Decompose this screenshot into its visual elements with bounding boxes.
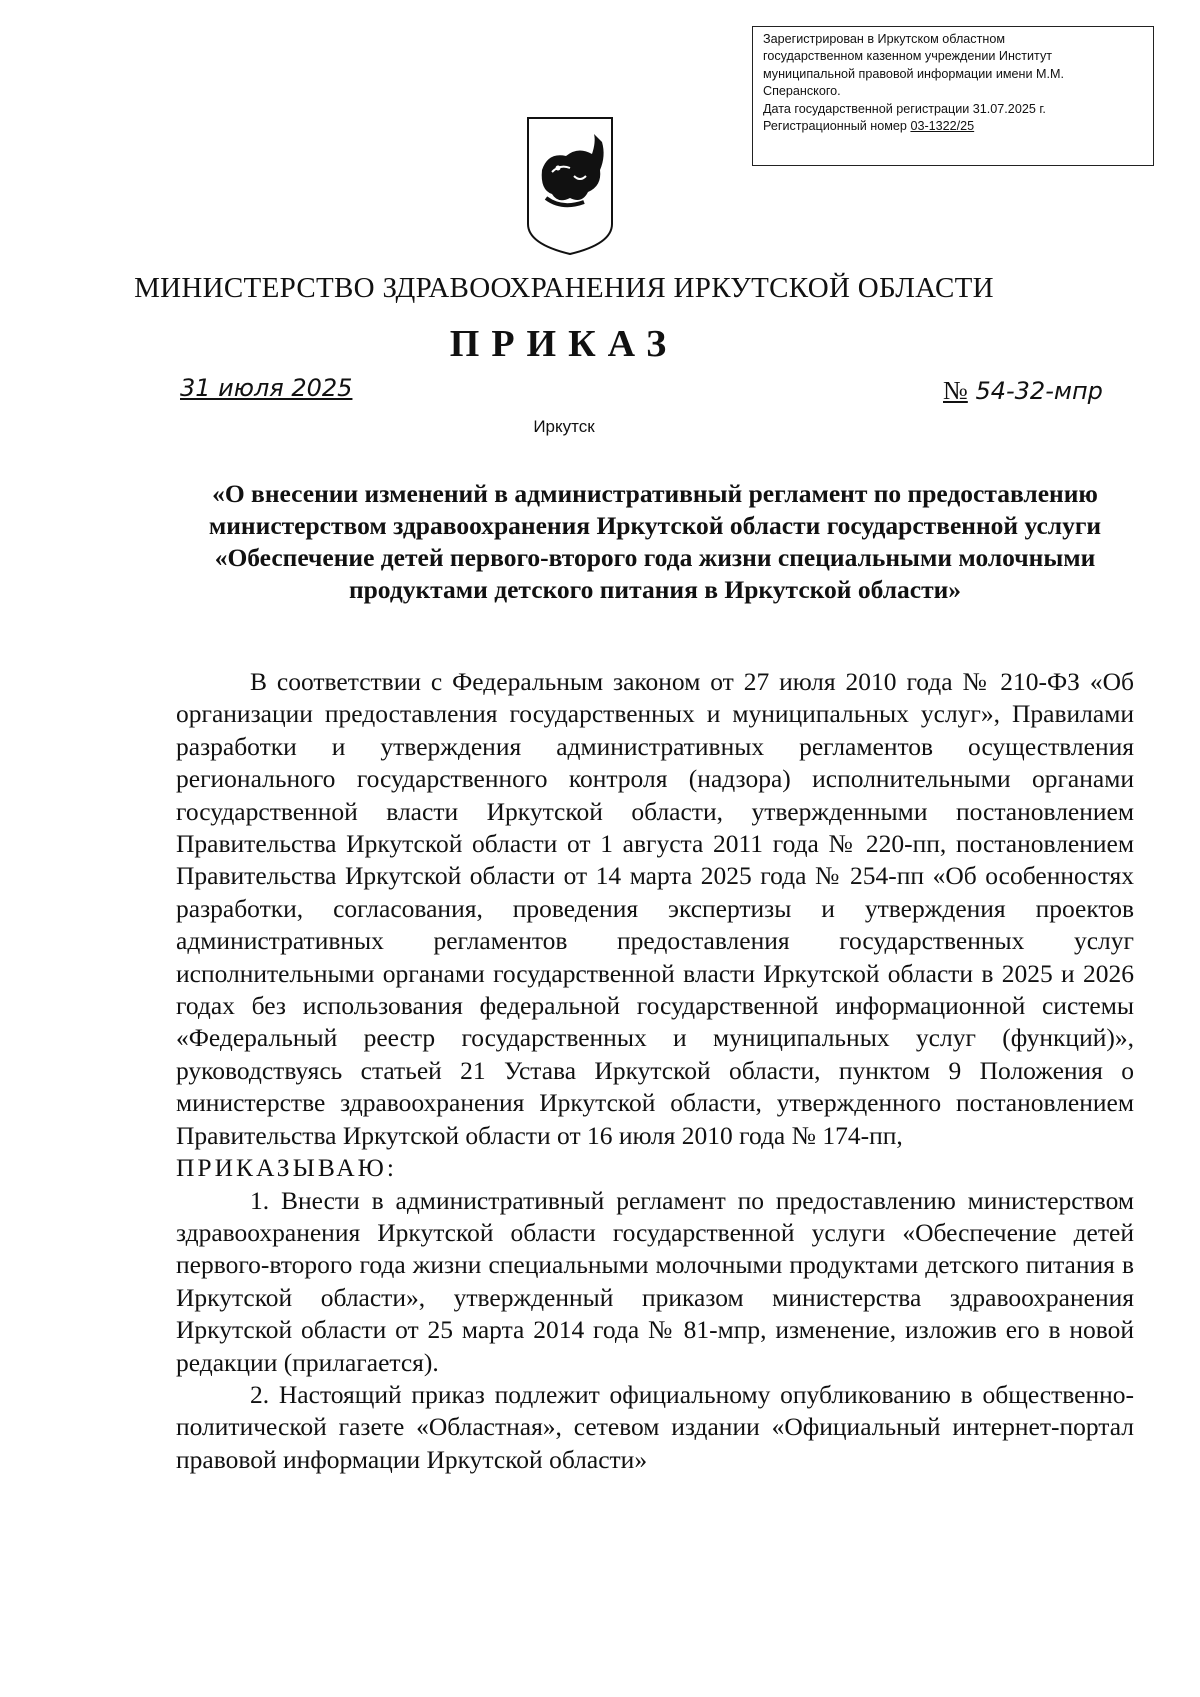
- ministry-title: МИНИСТЕРСТВО ЗДРАВООХРАНЕНИЯ ИРКУТСКОЙ ОБЛАСТИ: [134, 272, 994, 304]
- order-word: ПРИКАЗЫВАЮ:: [176, 1153, 397, 1183]
- coat-of-arms-icon: [522, 112, 618, 260]
- stamp-date-row: [763, 101, 1143, 118]
- registration-stamp: [752, 26, 1154, 166]
- order-date: 31 июля 2025: [180, 374, 353, 402]
- order-body: [176, 666, 1134, 1476]
- order-item-2: 2. Настоящий приказ подлежит официальному опубликованию в общественно-политической газете «Областная», сетевом издании «Официальный интернет-портал правовой информации Иркутской области»: [176, 1379, 1134, 1474]
- stamp-line-1: Зарегистрирован в Иркутском областном: [763, 32, 1005, 46]
- order-subject: «О внесении изменений в административный регламент по предоставлению министерством здравоохранения Иркутской области государственной услуги «Обеспечение детей первого-второго года жизни специальными молочными продуктами детского питания в Иркутской области»: [208, 479, 1102, 604]
- number-sign: №: [943, 376, 968, 405]
- document-type: ПРИКАЗ: [449, 323, 679, 365]
- stamp-number-row: [763, 118, 1143, 135]
- preamble-paragraph: В соответствии с Федеральным законом от 27 июля 2010 года № 210-ФЗ «Об организации предоставления государственных и муниципальных услуг», Правилами разработки и утверждения административных регламентов осуществления регионального государственного контроля (надзора) исполнительными органами государственной власти Иркутской области, утвержденными постановлением Правительства Иркутской области от 1 августа 2011 года № 220-пп, постановлением Правительства Иркутской области от 14 марта 2025 года № 254-пп «Об особенностях разработки, согласования, проведения экспертизы и утверждения проектов административных регламентов предоставления государственных услуг исполнительными органами государственной власти Иркутской области в 2025 и 2026 годах без использования федеральной государственной информационной системы «Федеральный реестр государственных и муниципальных услуг (функций)», руководствуясь статьей 21 Устава Иркутской области, пунктом 9 Положения о министерстве здравоохранения Иркутской области, утвержденного постановлением Правительства Иркутской области от 16 июля 2010 года № 174-пп,: [176, 667, 1134, 1150]
- order-number-value: 54-32-мпр: [975, 377, 1103, 405]
- stamp-line-2: государственном казенном учреждении Институт: [763, 49, 1053, 64]
- stamp-line-3: муниципальной правовой информации имени М.М.: [763, 66, 1064, 81]
- order-number: [943, 376, 1103, 406]
- order-item-1: 1. Внести в административный регламент по предоставлению министерством здравоохранения Иркутской области государственной услуги «Обеспечение детей первого-второго года жизни специальными молочными продуктами детского питания в Иркутской области», утвержденный приказом министерства здравоохранения Иркутской области от 25 марта 2014 года № 81-мпр, изменение, изложив его в новой редакции (прилагается).: [176, 1185, 1134, 1377]
- stamp-number-label: Регистрационный номер: [763, 119, 907, 134]
- city: Иркутск: [533, 417, 595, 436]
- stamp-number-value: 03-1322/25: [910, 119, 975, 134]
- stamp-date-value: 31.07.2025 г.: [972, 101, 1046, 116]
- stamp-date-label: Дата государственной регистрации: [763, 101, 970, 116]
- stamp-line-4: Сперанского.: [763, 84, 841, 99]
